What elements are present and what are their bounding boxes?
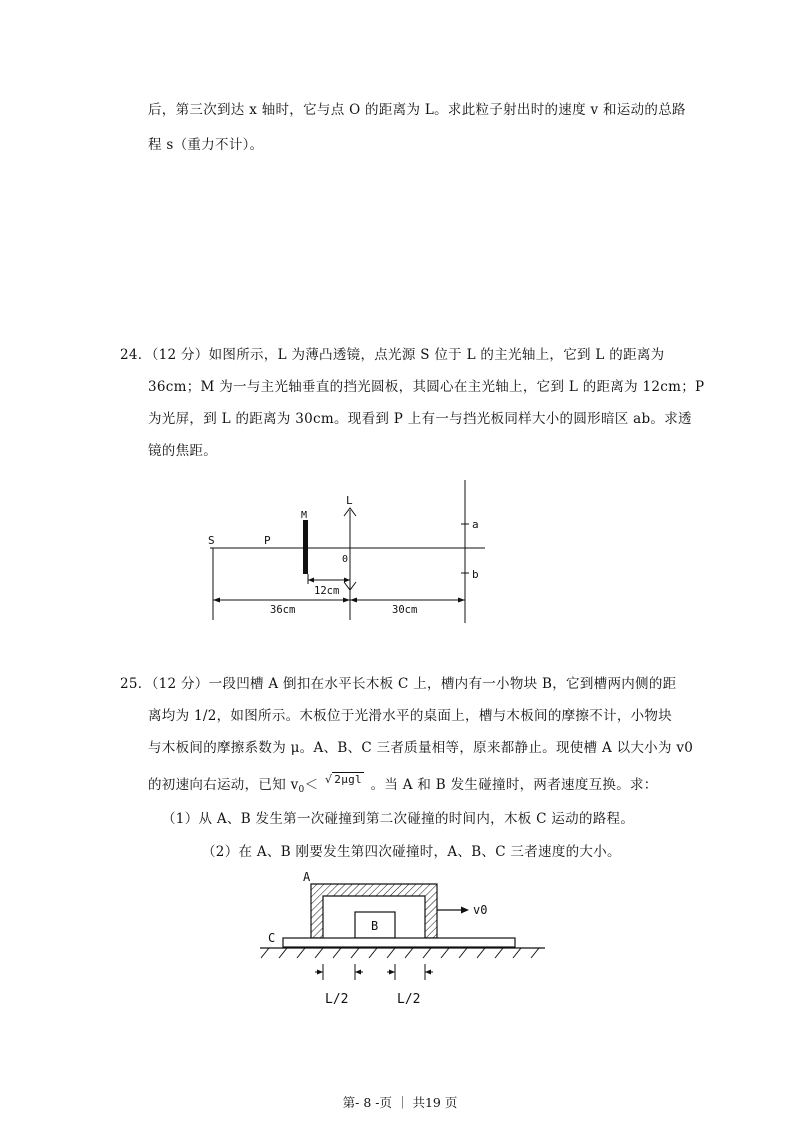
q24-line-4: 镜的焦距。 [148,443,217,459]
label-a: a [472,518,479,531]
label-o: 0 [342,554,349,565]
q24-line-3: 为光屏，到 L 的距离为 30cm。现看到 P 上有一与挡光板同样大小的圆形暗区 ab。求透 [148,411,692,427]
label-p: P [264,534,271,547]
q25-line-2: 离均为 1/2，如图所示。木板位于光滑水平的桌面上，槽与木板间的摩擦不计，小物块 [148,708,673,724]
dim-30cm: 30cm [392,604,418,616]
q25-line-4: 的初速向右运动，已知 $v_0<$ √ 2μgl 。当 A 和 B 发生碰撞时，两者速度互换。求： [148,775,658,797]
groove-diagram [255,868,555,1013]
board-c [283,938,515,947]
label-l: L [346,494,353,507]
dim-36cm: 36cm [270,604,296,616]
lens-diagram [200,478,500,628]
q25-line-3: 与木板间的摩擦系数为 μ。A、B、C 三者质量相等，原来都静止。现使槽 A 以大小为 v0 [148,740,694,756]
dim-12cm: 12cm [314,585,340,597]
intro-line-1: 后，第三次到达 x 轴时，它与点 O 的距离为 L。求此粒子射出时的速度 v 和运动的总路 [148,102,686,118]
q25-sub-2: （2）在 A、B 刚要发生第四次碰撞时，A、B、C 三者速度的大小。 [202,844,621,860]
q25-line-1: 25．（12 分）一段凹槽 A 倒扣在水平长木板 C 上，槽内有一小物块 B，它到槽两内侧的距 [120,676,677,692]
label-b: B [371,919,379,933]
page-footer: 第- 8 -页 ｜ 共19 页 [342,1095,458,1110]
label-b: b [472,568,479,581]
intro-line-2: 程 s（重力不计）。 [148,137,264,153]
sqrt-expression: √ 2μgl [324,773,362,786]
q25-sub-1: （1）从 A、B 发生第一次碰撞到第二次碰撞的时间内，木板 C 运动的路程。 [162,811,635,827]
q24-line-2: 36cm；M 为一与主光轴垂直的挡光圆板，其圆心在主光轴上，它到 L 的距离为 12cm；P [148,379,705,395]
label-a: A [303,870,311,884]
label-m: M [301,510,308,521]
stop-plate-m [303,520,308,574]
dim-right: L/2 [397,992,421,1007]
label-s: S [208,534,215,547]
dim-left: L/2 [325,992,349,1007]
label-c: C [268,931,276,945]
label-v0: v0 [473,903,488,917]
q24-line-1: 24．（12 分）如图所示，L 为薄凸透镜，点光源 S 位于 L 的主光轴上，它到 L 的距离为 [120,347,665,363]
